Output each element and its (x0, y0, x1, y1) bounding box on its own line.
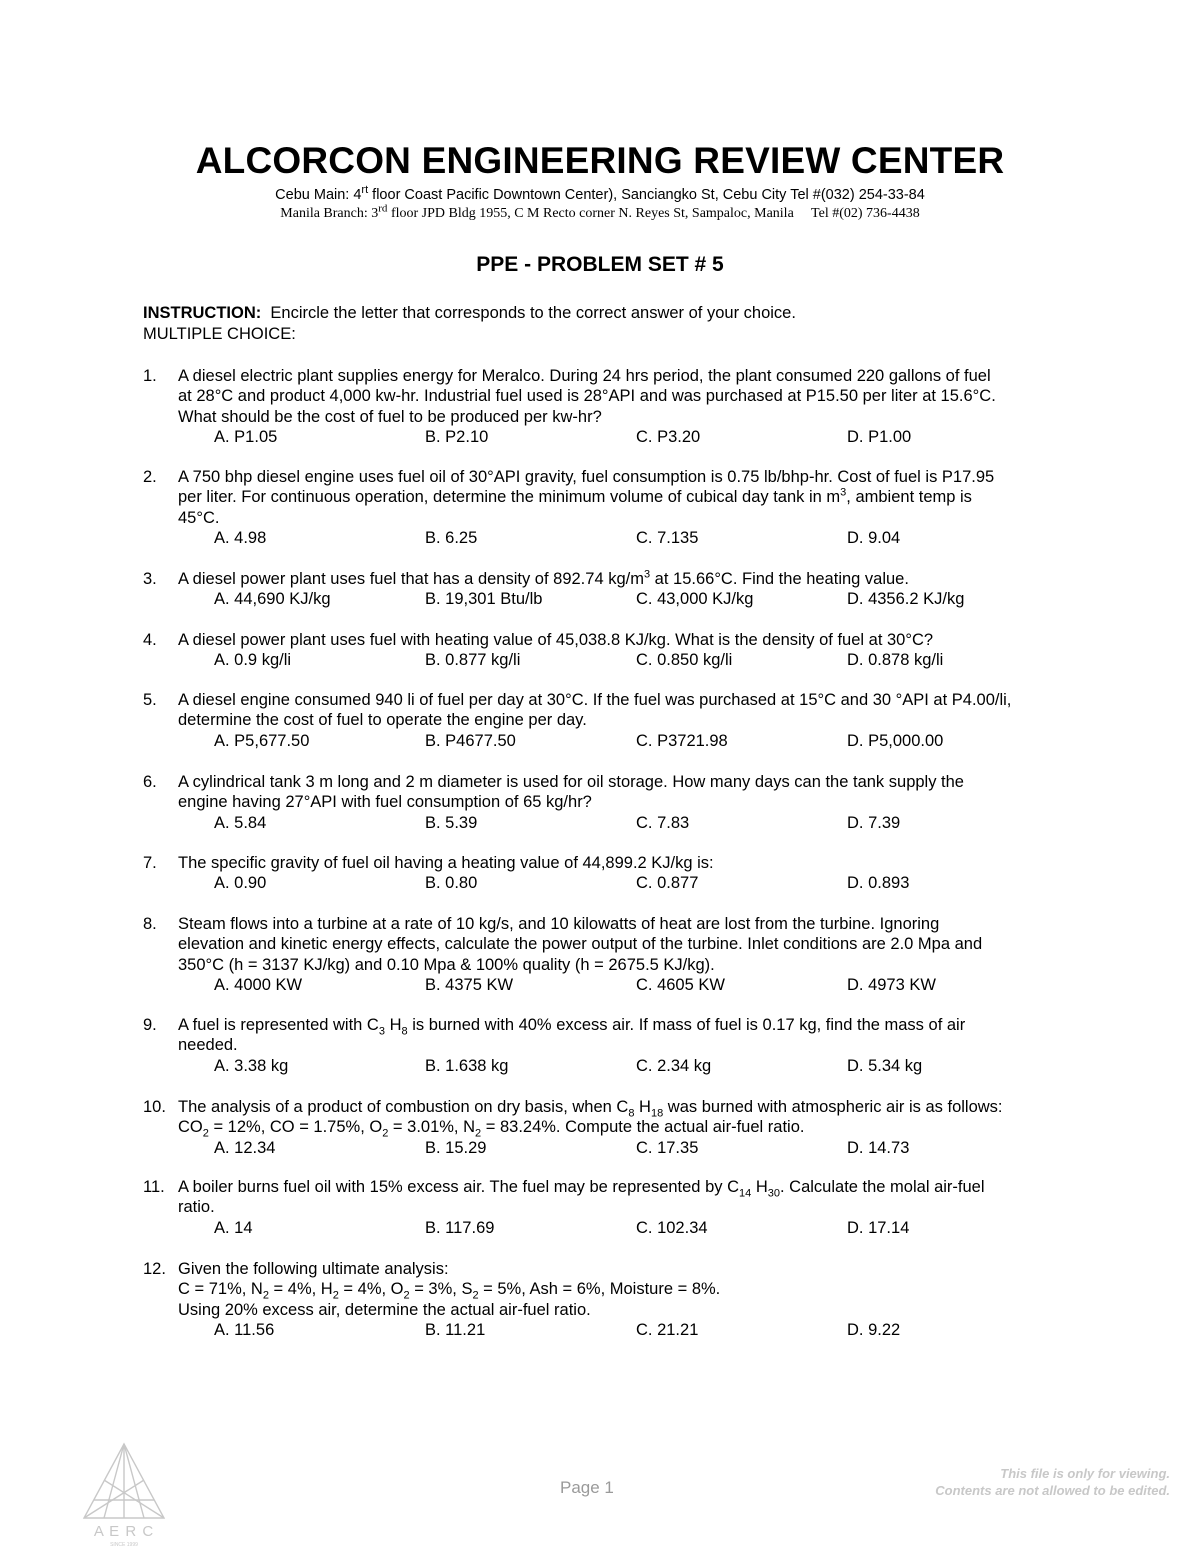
choice-a: A. 3.38 kg (214, 1056, 289, 1075)
choices-row (178, 813, 1073, 833)
choice-c: C. 43,000 KJ/kg (636, 590, 754, 609)
choices-row (178, 650, 1073, 670)
manila-address: Manila Branch: 3rd floor JPD Bldg 1955, C M Recto corner N. Reyes St, Sampaloc, Manila Tel #(02) 736-4438 (280, 202, 920, 221)
question-6: 6. A cylindrical tank 3 m long and 2 m diameter is used for oil storage. How many days can the tank supply the engine having 27°API with fuel consumption of 65 kg/hr? A. 5.84 B. 5.39 C. 7.83 D. 7.39 (143, 772, 1073, 833)
choice-c: C. 4605 KW (636, 975, 725, 994)
choice-c: C. 102.34 (636, 1218, 708, 1237)
page-title: ALCORCON ENGINEERING REVIEW CENTER (195, 140, 1005, 181)
choice-c: C. 17.35 (636, 1138, 699, 1157)
view-only-notice: This file is only for viewing. Contents are not allowed to be edited. (935, 1466, 1170, 1498)
multiple-choice-label: MULTIPLE CHOICE: (143, 325, 296, 343)
choices-row (178, 1056, 1073, 1076)
choice-a: A. 12.34 (214, 1138, 276, 1157)
choice-b: B. 6.25 (425, 528, 478, 547)
question-5: 5. A diesel engine consumed 940 li of fuel per day at 30°C. If the fuel was purchased at 15°C and 30 °API at P4.00/li, determine the cost of fuel to operate the engine per day. A. P5,677.50 B. P4677.50 C. P3721.98 D. P5,000.00 (143, 690, 1073, 751)
choice-c: C. P3721.98 (636, 731, 728, 750)
choice-a: A. 0.9 kg/li (214, 651, 292, 670)
choice-b: B. P2.10 (425, 427, 489, 446)
choice-b: B. 1.638 kg (425, 1056, 509, 1075)
choice-a: A. P5,677.50 (214, 731, 310, 750)
choice-d: D. 0.893 (847, 874, 910, 893)
choice-b: B. 0.80 (425, 874, 478, 893)
choices-row (178, 1320, 1073, 1340)
choice-c: C. 7.135 (636, 528, 699, 547)
choices-row (178, 589, 1073, 609)
logo-text: A E R C (93, 1523, 155, 1540)
choice-c: C. 2.34 kg (636, 1056, 712, 1075)
choice-d: D. P1.00 (847, 427, 912, 446)
choice-a: A. 4000 KW (214, 975, 303, 994)
choice-d: D. 4973 KW (847, 975, 936, 994)
instruction: INSTRUCTION: Encircle the letter that corresponds to the correct answer of your choice. (143, 304, 796, 322)
question-9: 9. A fuel is represented with $C_3$ $H_8$ is burned with 40% excess air. If mass of fuel is 0.17 kg, find the mass of air needed. A. 3.38 kg B. 1.638 kg C. 2.34 kg D. 5.34 kg (143, 1015, 1073, 1076)
choice-d: D. 7.39 (847, 813, 901, 832)
choice-d: D. 9.22 (847, 1320, 901, 1339)
question-8: 8. Steam flows into a turbine at a rate of 10 kg/s, and 10 kilowatts of heat are lost from the turbine. Ignoring elevation and kinetic energy effects, calculate the power output of the turbine. Inlet conditions are 2.0 Mpa and 350°C (h = 3137 KJ/kg) and 0.10 Mpa & 100% quality (h = 2675.5 KJ/kg). A. 4000 KW B. 4375 KW C. 4605 KW D. 4973 KW (143, 914, 1073, 995)
choice-a: A. 14 (214, 1218, 253, 1237)
question-3: 3. A diesel power plant uses fuel that has a density of 892.74 $kg/m^3$ at 15.66°C. Find the heating value. A. 44,690 KJ/kg B. 19,301 Btu/lb C. 43,000 KJ/kg D. 4356.2 KJ/kg (143, 569, 1073, 610)
choice-b: B. 4375 KW (425, 975, 514, 994)
choices-row (178, 1138, 1073, 1158)
choice-c: C. P3.20 (636, 427, 701, 446)
choice-a: A. 11.56 (214, 1320, 275, 1339)
choice-b: B. 0.877 kg/li (425, 651, 521, 670)
choice-d: D. 0.878 kg/li (847, 651, 944, 670)
choice-d: D. 17.14 (847, 1218, 910, 1237)
choice-d: D. 14.73 (847, 1138, 910, 1157)
choices-row (178, 427, 1073, 447)
choice-c: C. 0.850 kg/li (636, 651, 733, 670)
choice-a: A. 5.84 (214, 813, 267, 832)
choice-d: D. 9.04 (847, 528, 901, 547)
choices-row (178, 1218, 1073, 1238)
question-1: 1. A diesel electric plant supplies energy for Meralco. During 24 hrs period, the plant consumed 220 gallons of fuel at 28°C and product 4,000 kw-hr. Industrial fuel used is 28°API and was purchased at P15.50 per liter at 15.6°C. What should be the cost of fuel to be produced per kw-hr? A. P1.05 B. P2.10 C. P3.20 D. P1.00 (143, 366, 1073, 447)
choice-b: B. 19,301 Btu/lb (425, 590, 543, 609)
logo-since: SINCE 1999 (110, 1542, 138, 1548)
choice-a: A. 4.98 (214, 528, 267, 547)
choice-d: D. 4356.2 KJ/kg (847, 590, 965, 609)
choices-row (178, 873, 1073, 893)
choices-row (178, 528, 1073, 548)
choice-a: A. 0.90 (214, 874, 267, 893)
question-10: 10. The analysis of a product of combustion on dry basis, when $C_8$ $H_{18}$ was burned with atmospheric air is as follows: $CO_2 = 12\%$, CO = 1.75%, $O_2 = 3.01\%$, $N_2 = 83.24\%$. Compute the actual air-fuel ratio. A. 12.34 B. 15.29 C. 17.35 D. 14.73 (143, 1097, 1073, 1158)
choice-c: C. 0.877 (636, 874, 699, 893)
choice-d: D. P5,000.00 (847, 731, 944, 750)
choice-c: C. 21.21 (636, 1320, 699, 1339)
choices-row (178, 975, 1073, 995)
choice-c: C. 7.83 (636, 813, 690, 832)
choice-d: D. 5.34 kg (847, 1056, 923, 1075)
question-12: 12. Given the following ultimate analysis: C = 71%, $N_2 = 4\%$, $H_2 = 4\%$, $O_2 = 3\%$, $S_2 = 5\%$, Ash = 6%, Moisture = 8%. Using 20% excess air, determine the actual air-fuel ratio. A. 11.56 B. 11.21 C. 21.21 D. 9.22 (143, 1259, 1073, 1340)
page-number: Page 1 (560, 1478, 614, 1497)
problem-set-title: PPE - PROBLEM SET # 5 (476, 253, 724, 276)
question-4: 4. A diesel power plant uses fuel with heating value of 45,038.8 KJ/kg. What is the density of fuel at 30°C? A. 0.9 kg/li B. 0.877 kg/li C. 0.850 kg/li D. 0.878 kg/li (143, 630, 1073, 671)
choice-b: B. 11.21 (425, 1320, 486, 1339)
question-2: 2. A 750 bhp diesel engine uses fuel oil of 30°API gravity, fuel consumption is 0.75 lb/bhp-hr. Cost of fuel is P17.95 per liter. For continuous operation, determine the minimum volume of cubical day tank in $m^3$, ambient temp is 45°C. A. 4.98 B. 6.25 C. 7.135 D. 9.04 (143, 467, 1073, 548)
choice-b: B. P4677.50 (425, 731, 516, 750)
choice-b: B. 15.29 (425, 1138, 487, 1157)
choice-b: B. 117.69 (425, 1218, 495, 1237)
aerc-logo-icon (78, 1440, 170, 1548)
choices-row (178, 731, 1073, 751)
choice-a: A. 44,690 KJ/kg (214, 590, 331, 609)
cebu-address: Cebu Main: $4^{rt}$ floor Coast Pacific Downtown Center), Sanciangko St, Cebu City Tel #(032) 254-33-84 (275, 184, 925, 203)
question-7: 7. The specific gravity of fuel oil having a heating value of 44,899.2 KJ/kg is: A. 0.90 B. 0.80 C. 0.877 D. 0.893 (143, 853, 1073, 894)
question-11: 11. A boiler burns fuel oil with 15% excess air. The fuel may be represented by $C_{14}$ $H_{30}$. Calculate the molal air-fuel ratio. A. 14 B. 117.69 C. 102.34 D. 17.14 (143, 1177, 1073, 1238)
choice-a: A. P1.05 (214, 427, 278, 446)
choice-b: B. 5.39 (425, 813, 478, 832)
